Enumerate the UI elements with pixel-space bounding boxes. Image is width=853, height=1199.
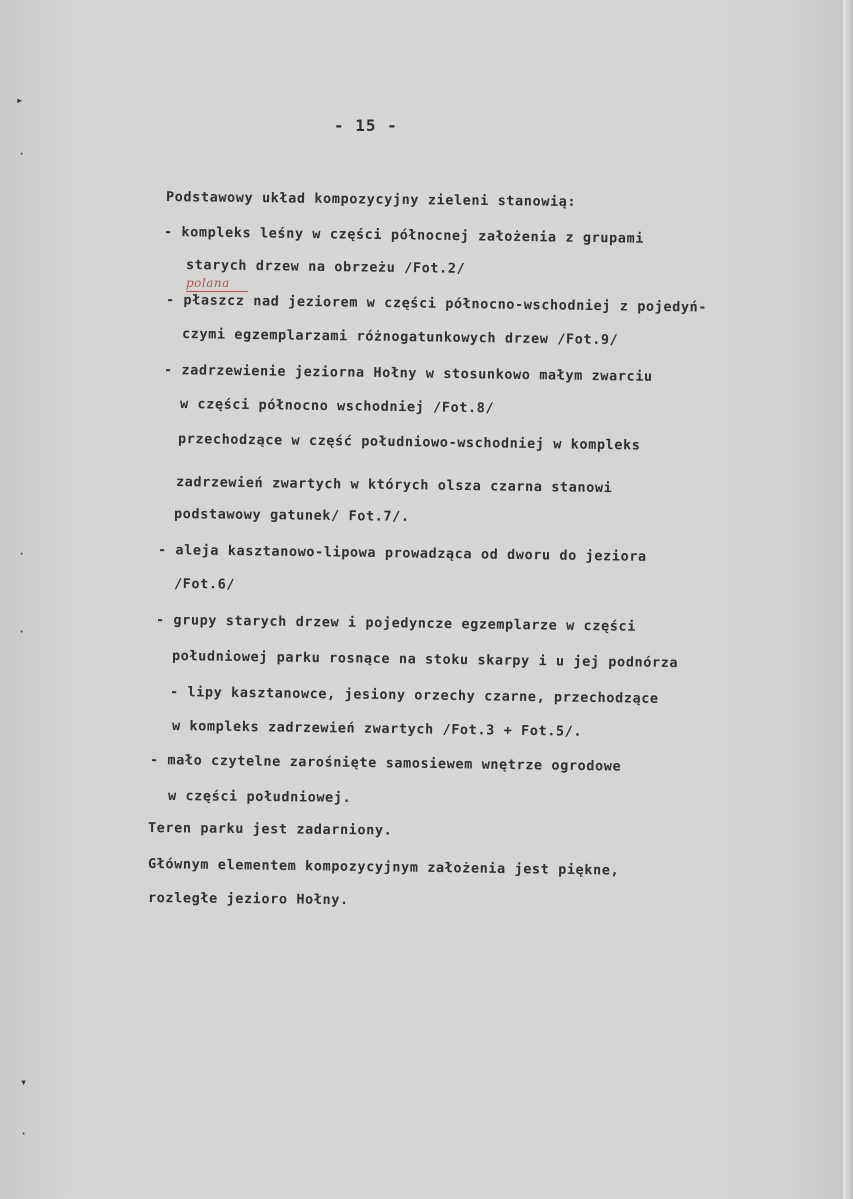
text-line: zadrzewień zwartych w których olsza czarna stanowi	[175, 474, 613, 497]
handwritten-annotation: polana	[186, 276, 230, 290]
text-line: /Fot.6/	[173, 576, 236, 593]
text-line: - zadrzewienie jeziorna Hołny w stosunkowo małym zwarciu	[163, 362, 653, 385]
text-line: w części południowej.	[167, 788, 352, 806]
text-line: - grupy starych drzew i pojedyncze egzemplarze w części	[155, 612, 637, 635]
page-number: - 15 -	[334, 116, 398, 135]
text-line: Głównym elementem kompozycyjnym założenia jest piękne,	[147, 856, 620, 879]
punch-mark: ▸	[16, 93, 24, 107]
text-line: - lipy kasztanowce, jesiony orzechy czarne, przechodzące	[169, 684, 659, 707]
punch-mark: ·	[18, 547, 26, 561]
punch-mark: ▾	[20, 1075, 28, 1089]
text-line: Teren parku jest zadarniony.	[147, 820, 393, 839]
text-line: - płaszcz nad jeziorem w części północno-wschodniej z pojedyń-	[165, 292, 708, 316]
page-edge	[843, 0, 853, 1199]
text-line: Podstawowy układ kompozycyjny zieleni stanowią:	[165, 189, 577, 211]
text-line: rozległe jezioro Hołny.	[147, 890, 349, 909]
text-line: - kompleks leśny w części północnej założenia z grupami	[163, 224, 645, 247]
text-line: w kompleks zadrzewień zwartych /Fot.3 + Fot.5/.	[171, 718, 583, 740]
text-line: południowej parku rosnące na stoku skarpy i u jej podnórza	[171, 648, 679, 672]
text-line: przechodzące w część południowo-wschodniej w kompleks	[177, 431, 641, 454]
text-line: - mało czytelne zarośnięte samosiewem wnętrze ogrodowe	[149, 752, 622, 775]
punch-mark: ·	[18, 625, 26, 639]
text-line: czymi egzemplarzami różnogatunkowych drzew /Fot.9/	[181, 326, 619, 349]
punch-mark: ·	[18, 147, 26, 161]
punch-mark: ·	[20, 1127, 28, 1141]
text-line: starych drzew na obrzeżu /Fot.2/	[185, 257, 466, 277]
text-line: - aleja kasztanowo-lipowa prowadząca od dworu do jeziora	[157, 542, 647, 565]
text-line: podstawowy gatunek/ Fot.7/.	[173, 506, 410, 525]
text-line: w części północno wschodniej /Fot.8/	[179, 396, 495, 417]
